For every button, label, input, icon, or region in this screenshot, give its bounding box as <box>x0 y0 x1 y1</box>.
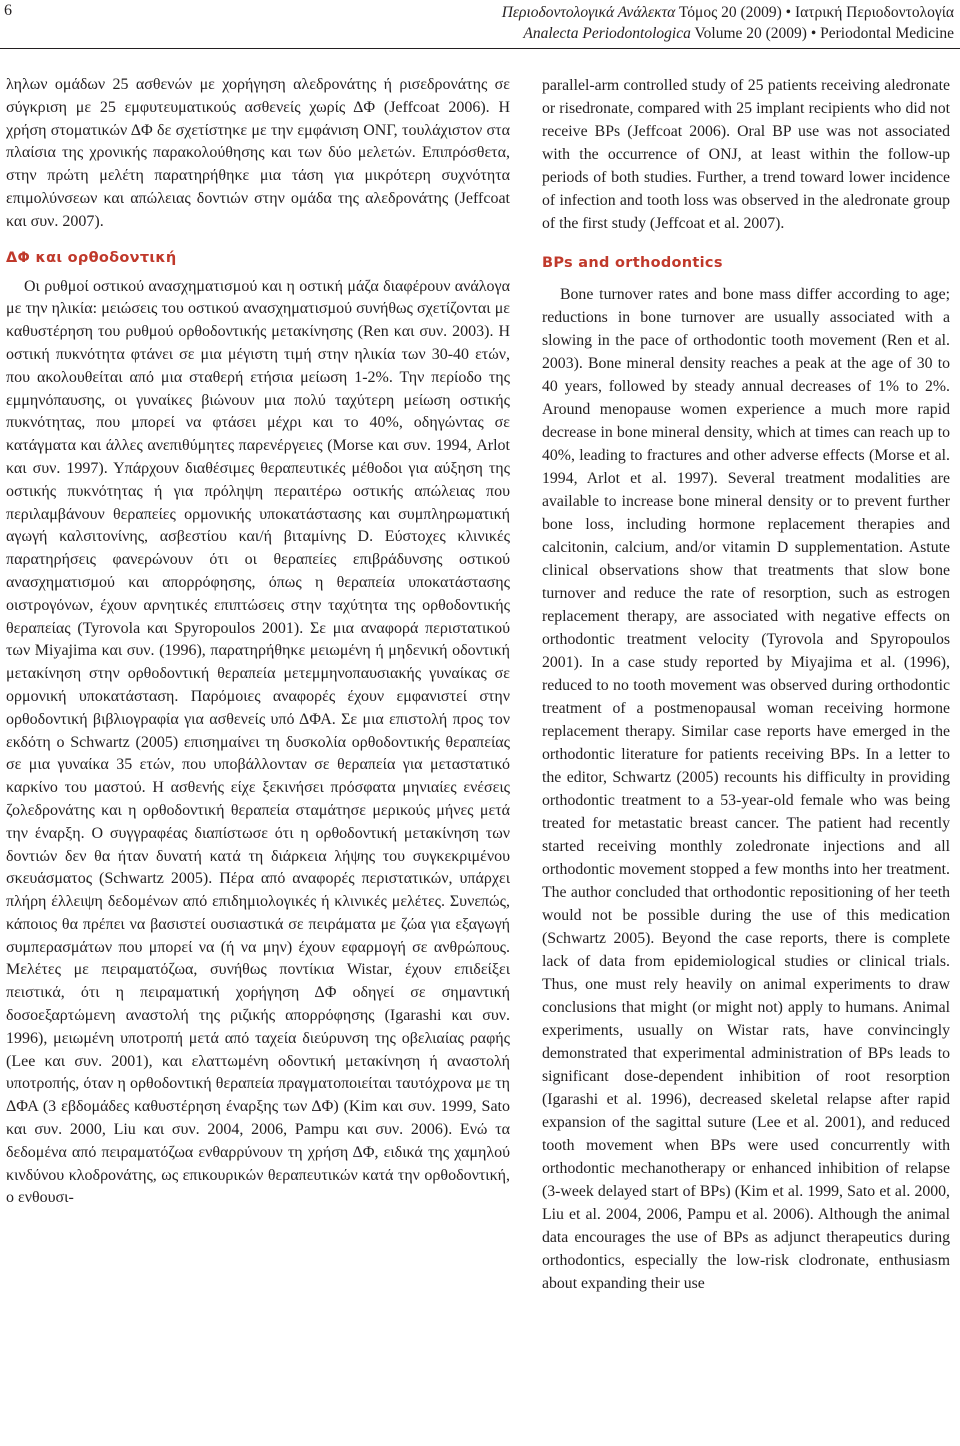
header-line-greek <box>254 2 954 23</box>
english-column <box>542 74 950 1295</box>
english-paragraph-2: Bone turnover rates and bone mass differ according to age; reductions in bone turnover are usually associated with a slowing in the pace of orthodontic tooth movement (Ren et al. 2003). Bone mineral density reaches a peak at the age of 30 to 40 years, followed by steady annual decreases of 1% to 2%. Around menopause women experience a much more rapid decrease in bone mineral density, which at times can reach up to 40%, leading to fractures and other adverse effects (Morse et al. 1994, Arlot et al. 1997). Several treatment modalities are available to increase bone mineral density or to prevent further bone loss, including hormone replacement therapies and calcitonin, calcium, and/or vitamin D supplementation. Astute clinical observations show that treatments that slow bone turnover and reduce the rate of resorption, such as estrogen replacement therapy, are associated with negative effects on orthodontic treatment velocity (Tyrovola and Spyropoulos 2001). In a case study reported by Miyajima et al. (1996), reduced to no tooth movement was observed during orthodontic treatment of a postmenopausal woman receiving hormone replacement therapy. Similar case reports have emerged in the orthodontic literature for patients receiving BPs. In a letter to the editor, Schwartz (2005) recounts his difficulty in providing orthodontic treatment to a 53-year-old female who was being treated for metastatic breast cancer. The patient had recently started receiving monthly zoledronate injections and all orthodontic movement stopped a few months into her treatment. The author concluded that orthodontic repositioning of her teeth would not be possible during the use of this medication (Schwartz 2005). Beyond the case reports, there is complete lack of data from epidemiological studies or clinical trials. Thus, one must rely heavily on animal experiments to draw conclusions that might (or might not) apply to humans. Animal experiments, usually on Wistar rats, have convincingly demonstrated that experimental administration of BPs leads to significant dose-dependent inhibition of root resorption (Igarashi et al. 1996), decreased skeletal relapse after rapid expansion of the sagittal suture (Lee et al. 2001), and reduced tooth movement when BPs were used concurrently with orthodontic mechanotherapy or enhanced inhibition of relapse (3-week delayed start of BPs) (Kim et al. 1999, Sato et al. 2000, Liu et al. 2004, 2006, Pampu et al. 2006). Although the animal data encourages the use of BPs as adjunct therapeutics during orthodontics, especially the low-risk clodronate, enthusiasm about expanding their use <box>542 286 950 1292</box>
greek-paragraph-1: ληλων ομάδων 25 ασθενών με χορήγηση αλεδρονάτης ή ρισεδρονάτης σε σύγκριση με 25 εμφυτευματικούς ασθενείς χωρίς ΔΦ (Jeffcoat 2006). Η χρήση στοματικών ΔΦ δε σχετίστηκε με την εμφάνιση ΟΝΓ, τουλάχιστον στα πλαίσια της χρονικής παρακολούθησης και των δύο μελετών. Επιπρόσθετα, στην πρώτη μελέτη παρατηρήθηκε μια τάση για μικρότερη συχνότητα επιμολύνσεων και απώλειας δοντιών στην ομάδα της αλεδρονάτης (Jeffcoat και συν. 2007). <box>6 76 510 230</box>
greek-column <box>6 74 510 1210</box>
header-volume-english: Volume 20 (2009) • Periodontal Medicine <box>690 25 954 42</box>
header-rule <box>0 48 960 49</box>
english-paragraph-1: parallel-arm controlled study of 25 patients receiving aledronate or risedronate, compared with 25 implant recipients who did not receive BPs (Jeffcoat 2006). Oral BP use was not associated with the occurrence of ONJ, at least within the follow-up periods of both studies. Further, a trend toward lower incidence of infection and tooth loss was observed in the aledronate group of the first study (Jeffcoat et al. 2007). <box>542 77 950 232</box>
header-journal-greek: Περιοδοντολογικά Ανάλεκτα <box>501 4 676 21</box>
running-header <box>254 2 954 44</box>
header-line-english <box>254 23 954 44</box>
english-section-heading: BPs and orthodontics <box>542 255 723 271</box>
header-journal-english: Analecta Periodontologica <box>523 25 691 42</box>
header-volume-greek: Τόμος 20 (2009) • Ιατρική Περιοδοντολογία <box>675 4 954 21</box>
greek-paragraph-2: Οι ρυθμοί οστικού ανασχηματισμού και η οστική μάζα διαφέρουν ανάλογα με την ηλικία: μειώσεις του οστικού ανασχηματισμού συνήθως σχετίζονται με καθυστέρηση του ρυθμού ορθοδοντικής μετακίνησης (Ren και συν. 2003). Η οστική πυκνότητα φτάνει σε μια μέγιστη τιμή στην ηλικία των 30-40 ετών, που ακολουθείται από μια σταθερή ετήσια μείωση 1-2%. Την περίοδο της εμμηνόπαυσης, οι γυναίκες βιώνουν μια πολύ ταχύτερη μείωση οστικής πυκνότητας, που μπορεί να φτάσει μέχρι και το 40%, οδηγώντας σε κατάγματα και άλλες ανεπιθύμητες παρενέργειες (Morse και συν. 1994, Arlot και συν. 1997). Υπάρχουν διαθέσιμες θεραπευτικές μέθοδοι για αύξηση της οστικής πυκνότητας ή για πρόληψη περαιτέρω οστικής απώλειας που περιλαμβάνουν θεραπείες ορμονικής υποκατάστασης και συμπληρωματική αγωγή καλσιτονίνης, ασβεστίου και/ή βιταμίνης D. Εύστοχες κλινικές παρατηρήσεις φανερώνουν ότι οι θεραπείες επιβράδυνσης οστικού ανασχηματισμού και απορρόφησης, όπως η θεραπεία υποκατάστασης οιστρογόνων, έχουν αρνητικές επιπτώσεις στην ταχύτητα της ορθοδοντικής θεραπείας (Tyrovola και Spyropoulos 2001). Σε μια αναφορά περιστατικού των Miyajima και συν. (1996), παρατηρήθηκε μειωμένη ή μηδενική οδοντική μετακίνηση στην ορθοδοντική θεραπεία μετεμμηνοπαυσιακής γυναίκας σε ορμονική υποκατάσταση. Παρόμοιες αναφορές έχουν εμφανιστεί στην ορθοδοντική βιβλιογραφία για ασθενείς υπό ΔΦΑ. Σε μια επιστολή προς τον εκδότη ο Schwartz (2005) επισημαίνει τη δυσκολία ορθοδοντικής θεραπείας σε μια γυναίκα 35 ετών, που υποβάλλονταν σε θεραπεία για μεταστατικό καρκίνο του μαστού. Η ασθενής είχε ξεκινήσει πρόσφατα μηνιαίες ενέσεις ζολεδρονάτης και η ορθοδοντική θεραπεία σταμάτησε μερικούς μήνες μετά την έναρξη. Ο συγγραφέας διαπίστωσε ότι η ορθοδοντική μετακίνηση των δοντιών δεν θα ήταν δυνατή κατά τη διάρκεια λήψης του συγκεκριμένου σκευάσματος (Schwartz 2005). Πέρα από αναφορές περιστατικών, υπάρχει πλήρη έλλειψη δεδομένων από επιδημιολογικές ή κλινικές μελέτες. Συνεπώς, κάποιος θα πρέπει να βασιστεί ουσιαστικά σε πειράματα με ζώα για εξαγωγή συμπερασμάτων που μπορεί να (ή να μην) έχουν εφαρμογή σε ανθρώπους. Μελέτες με πειραματόζωα, συνήθως ποντίκια Wistar, έχουν επιδείξει πειστικά, ότι η πειραματική χορήγηση ΔΦ οδηγεί σε σημαντική δοσοεξαρτώμενη αναστολή της ριζικής απορρόφησης (Igarashi και συν. 1996), μειωμένη υποτροπή μετά από ταχεία διεύρυνση της οβελιαίας ραφής (Lee και συν. 2001), και ελαττωμένη οδοντική μετακίνηση ή αναστολή υποτροπής, όταν η ορθοδοντική θεραπεία πραγματοποιείται ταυτόχρονα με τη ΔΦΑ (3 εβδομάδες καθυστέρηση έναρξης των ΔΦ) (Kim και συν. 1999, Sato και συν. 2000, Liu και συν. 2004, 2006, Pampu και συν. 2006). Ενώ τα δεδομένα από πειραματόζωα ενθαρρύνουν τη χρήση ΔΦ, ειδικά της χαμηλού κινδύνου κλοδρονάτης, ως επικουρικών θεραπευτικών κατά την ορθοδοντική, ο ενθουσι- <box>6 277 510 1207</box>
greek-section-heading: ΔΦ και ορθοδοντική <box>6 249 177 266</box>
page-number: 6 <box>4 2 12 19</box>
